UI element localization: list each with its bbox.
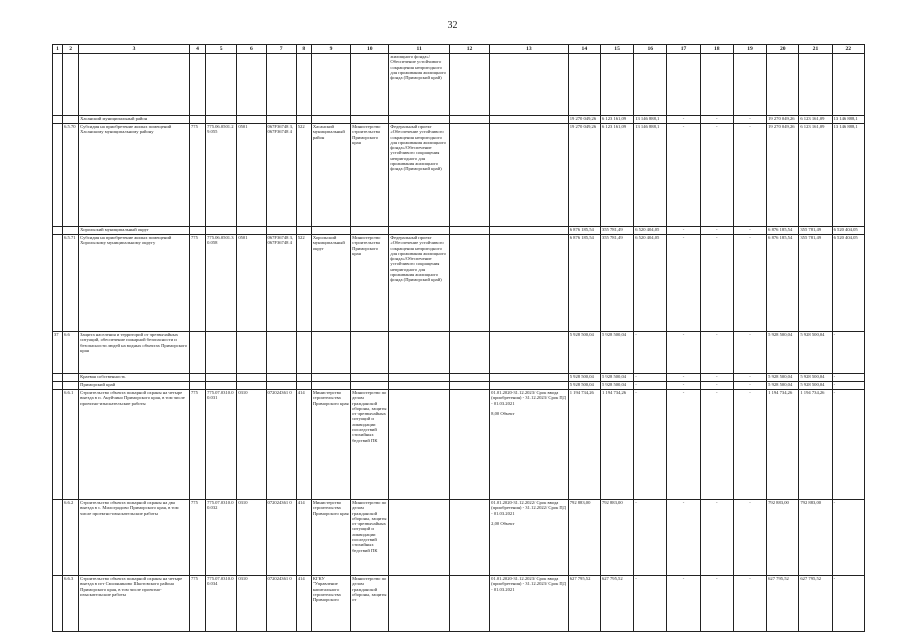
col-12-cell xyxy=(449,227,489,235)
sum-col-22-cell: 6 520 404,05 xyxy=(832,227,864,235)
row-index-cell xyxy=(53,235,63,332)
item-name-cell xyxy=(79,54,190,116)
header-cell: 3 xyxy=(79,45,190,54)
sum-col-15-cell xyxy=(600,54,633,116)
deadlines-cell xyxy=(490,124,569,227)
item-name-cell: Субсидия на приобретение жилых помещений Хорольскому муниципальному округу xyxy=(79,235,190,332)
sum-col-16-cell: 13 146 888,1 xyxy=(634,124,667,227)
responsible-body-cell: Министерство по делам гражданской обороны, защиты от чрезвычайных ситуаций и ликвидации последствий стихийных бедствий ПК xyxy=(351,500,389,576)
sum-col-21-cell: 5 928 500,04 xyxy=(799,332,832,374)
header-cell: 1 xyxy=(53,45,63,54)
total-sum-cell: 627 795,52 xyxy=(568,576,600,632)
sum-col-21-cell xyxy=(799,54,832,116)
target-article-cell: 067F36748 3, 067F36748 4 xyxy=(266,235,296,332)
row-index-cell xyxy=(53,116,63,124)
header-cell: 12 xyxy=(449,45,489,54)
responsible-body-cell xyxy=(351,374,389,382)
item-name-cell: Защита населения и территорий от чрезвычайных ситуаций, обеспечение пожарной безопасности и безопасности людей на водных объектах Приморского края xyxy=(79,332,190,374)
sum-col-20-cell: 627 795,52 xyxy=(767,576,799,632)
sum-col-16-cell: - xyxy=(634,382,667,390)
section-code-cell: 0310 xyxy=(237,500,266,576)
table-row xyxy=(53,390,865,500)
item-name-cell: Строительство объекта пожарной охраны на четыре выезда в пгт Смоляниново Шкотовского района Приморского края, в том числе проектно-изыскательские работы xyxy=(79,576,190,632)
sum-col-16-cell xyxy=(634,54,667,116)
program-name-cell xyxy=(389,500,449,576)
sum-col-15-cell: 355 781,49 xyxy=(600,235,633,332)
item-number-cell: 6.6.3 xyxy=(63,576,79,632)
deadlines-cell: 01.01.2020-31.12.2023/ Срок ввода (приобретения) - 31.12.2023/ Срок ПД - 01.03.2021 8,00 Объект xyxy=(490,390,569,500)
target-article-cell: 072024361 0 xyxy=(266,576,296,632)
target-article-cell xyxy=(266,374,296,382)
sum-col-19-cell: - xyxy=(733,390,766,500)
item-number-cell: 6.5.70 xyxy=(63,124,79,227)
sum-col-17-cell: - xyxy=(667,227,700,235)
sum-col-20-cell: 792 883,00 xyxy=(767,500,799,576)
target-article-cell: 072024361 0 xyxy=(266,390,296,500)
item-number-cell: 6.6.2 xyxy=(63,500,79,576)
budget-table xyxy=(52,44,865,632)
expense-type-cell xyxy=(296,374,311,382)
grbs-code-cell: 775 xyxy=(189,124,205,227)
expense-type-cell xyxy=(296,116,311,124)
responsible-body-cell: Министерство по делам гражданской обороны, защиты от чрезвычайных ситуаций и ликвидации последствий стихийных бедствий ПК xyxy=(351,390,389,500)
col-12-cell xyxy=(449,382,489,390)
table-row xyxy=(53,235,865,332)
sum-col-18-cell: - xyxy=(700,124,733,227)
row-index-cell xyxy=(53,382,63,390)
grbs-code-cell xyxy=(189,382,205,390)
table-row-total xyxy=(53,227,865,235)
sum-col-20-cell: 19 270 049,26 xyxy=(767,124,799,227)
table-row xyxy=(53,500,865,576)
item-number-cell xyxy=(63,116,79,124)
sum-col-22-cell: 6 520 404,05 xyxy=(832,235,864,332)
total-sum-cell xyxy=(568,54,600,116)
grbs-code-cell xyxy=(189,116,205,124)
section-code-cell xyxy=(237,332,266,374)
sum-col-15-cell: 5 928 500,04 xyxy=(600,332,633,374)
sum-col-17-cell: - xyxy=(667,124,700,227)
header-cell: 11 xyxy=(389,45,449,54)
item-name-cell: Субсидия на приобретение жилых помещений Хасанскому муниципальному району xyxy=(79,124,190,227)
recipient-cell xyxy=(311,116,350,124)
grbs-code-cell: 775 xyxy=(189,576,205,632)
object-code-cell: 775.06.0501.30.058 xyxy=(206,235,237,332)
col-12-cell xyxy=(449,374,489,382)
sum-col-22-cell: 13 146 888,1 xyxy=(832,124,864,227)
col-12-cell xyxy=(449,500,489,576)
sum-col-17-cell: - xyxy=(667,116,700,124)
sum-col-22-cell: - xyxy=(832,390,864,500)
section-code-cell: 0501 xyxy=(237,235,266,332)
sum-col-21-cell: 1 194 734,26 xyxy=(799,390,832,500)
expense-type-cell: 414 xyxy=(296,500,311,576)
item-number-cell xyxy=(63,374,79,382)
sum-col-17-cell: - xyxy=(667,576,700,632)
sum-col-15-cell: 5 928 500,04 xyxy=(600,382,633,390)
grbs-code-cell: 775 xyxy=(189,390,205,500)
sum-col-22-cell: - xyxy=(832,382,864,390)
deadlines-cell xyxy=(490,332,569,374)
sum-col-18-cell xyxy=(700,54,733,116)
sum-col-16-cell: - xyxy=(634,390,667,500)
sum-col-20-cell: 1 194 734,26 xyxy=(767,390,799,500)
header-cell: 14 xyxy=(568,45,600,54)
recipient-cell xyxy=(311,227,350,235)
col-12-cell xyxy=(449,576,489,632)
program-name-cell xyxy=(389,576,449,632)
item-name-cell: Строительство объекта пожарной охраны на два выезда в с. Милоградово Приморского края, в том числе проектно-изыскательские работы xyxy=(79,500,190,576)
total-sum-cell: 6 876 185,54 xyxy=(568,235,600,332)
deadlines-cell xyxy=(490,116,569,124)
section-code-cell xyxy=(237,374,266,382)
header-row xyxy=(53,45,865,54)
grbs-code-cell: 775 xyxy=(189,235,205,332)
header-cell: 7 xyxy=(266,45,296,54)
header-cell: 16 xyxy=(634,45,667,54)
row-index-cell xyxy=(53,390,63,500)
sum-col-15-cell: 1 194 734,26 xyxy=(600,390,633,500)
responsible-body-cell xyxy=(351,54,389,116)
object-code-cell xyxy=(206,54,237,116)
item-name-cell: Приморский край xyxy=(79,382,190,390)
header-cell: 2 xyxy=(63,45,79,54)
target-article-cell xyxy=(266,116,296,124)
header-cell: 18 xyxy=(700,45,733,54)
program-name-cell: Федеральный проект «Обеспечение устойчивого сокращения непригодного для проживания жилищного фонда»/Обеспечение устойчивого сокращения непригодного для проживания жилищного фонда (Приморский край) xyxy=(389,235,449,332)
item-name-cell: Хорольский муниципальный округ xyxy=(79,227,190,235)
sum-col-20-cell: 19 270 049,26 xyxy=(767,116,799,124)
sum-col-15-cell: 627 795,52 xyxy=(600,576,633,632)
grbs-code-cell xyxy=(189,54,205,116)
target-article-cell xyxy=(266,382,296,390)
table-row xyxy=(53,124,865,227)
expense-type-cell xyxy=(296,227,311,235)
header-cell: 13 xyxy=(490,45,569,54)
sum-col-18-cell: - xyxy=(700,500,733,576)
sum-col-22-cell: 13 146 888,1 xyxy=(832,116,864,124)
deadlines-cell xyxy=(490,235,569,332)
sum-col-17-cell: - xyxy=(667,390,700,500)
deadlines-cell xyxy=(490,54,569,116)
sum-col-21-cell: 627 795,52 xyxy=(799,576,832,632)
header-cell: 9 xyxy=(311,45,350,54)
sum-col-20-cell: 5 928 500,04 xyxy=(767,332,799,374)
total-sum-cell: 5 928 500,04 xyxy=(568,332,600,374)
table-row xyxy=(53,332,865,374)
sum-col-19-cell: - xyxy=(733,374,766,382)
total-sum-cell: 1 194 734,26 xyxy=(568,390,600,500)
recipient-cell xyxy=(311,54,350,116)
col-12-cell xyxy=(449,116,489,124)
sum-col-16-cell: 13 146 888,1 xyxy=(634,116,667,124)
col-12-cell xyxy=(449,390,489,500)
row-index-cell xyxy=(53,124,63,227)
item-number-cell xyxy=(63,382,79,390)
expense-type-cell: 414 xyxy=(296,576,311,632)
sum-col-22-cell: - xyxy=(832,500,864,576)
col-12-cell xyxy=(449,235,489,332)
item-number-cell: 6.6.1 xyxy=(63,390,79,500)
sum-col-19-cell: - xyxy=(733,332,766,374)
program-name-cell xyxy=(389,116,449,124)
sum-col-20-cell: 5 928 500,04 xyxy=(767,382,799,390)
object-code-cell xyxy=(206,116,237,124)
sum-col-18-cell: - xyxy=(700,227,733,235)
sum-col-15-cell: 6 123 161,09 xyxy=(600,124,633,227)
sum-col-15-cell: 355 781,49 xyxy=(600,227,633,235)
item-name-cell: Строительство объекта пожарной охраны на четыре выезда в п. Ануйчино Приморского края, в том числе проектно-изыскательские работы xyxy=(79,390,190,500)
sum-col-16-cell: - xyxy=(634,332,667,374)
table-row-total xyxy=(53,382,865,390)
sum-col-17-cell: - xyxy=(667,374,700,382)
sum-col-15-cell: 5 928 500,04 xyxy=(600,374,633,382)
header-cell: 17 xyxy=(667,45,700,54)
section-code-cell: 0310 xyxy=(237,576,266,632)
sum-col-18-cell: - xyxy=(700,390,733,500)
sum-col-19-cell: - xyxy=(733,227,766,235)
recipient-cell: Хорольский муниципальный округ xyxy=(311,235,350,332)
sum-col-18-cell: - xyxy=(700,332,733,374)
sum-col-18-cell: - xyxy=(700,382,733,390)
grbs-code-cell xyxy=(189,374,205,382)
header-cell: 20 xyxy=(767,45,799,54)
total-sum-cell: 5 928 500,04 xyxy=(568,382,600,390)
total-sum-cell: 6 876 185,54 xyxy=(568,227,600,235)
sum-col-19-cell: - xyxy=(733,576,766,632)
sum-col-20-cell: 6 876 185,54 xyxy=(767,235,799,332)
row-index-cell xyxy=(53,374,63,382)
sum-col-19-cell: - xyxy=(733,500,766,576)
object-code-cell xyxy=(206,382,237,390)
deadlines-cell xyxy=(490,382,569,390)
sum-col-16-cell: 6 520 404,05 xyxy=(634,235,667,332)
sum-col-22-cell xyxy=(832,54,864,116)
sum-col-18-cell: - xyxy=(700,374,733,382)
program-name-cell: жилищного фонда»/Обеспечение устойчивого сокращения непригодного для проживания жилищного фонда (Приморский край) xyxy=(389,54,449,116)
target-article-cell: 067F36748 3, 067F36748 4 xyxy=(266,124,296,227)
header-cell: 10 xyxy=(351,45,389,54)
sum-col-21-cell: 5 928 500,04 xyxy=(799,382,832,390)
sum-col-16-cell: - xyxy=(634,576,667,632)
expense-type-cell xyxy=(296,332,311,374)
expense-type-cell xyxy=(296,382,311,390)
header-cell: 19 xyxy=(733,45,766,54)
item-number-cell xyxy=(63,227,79,235)
page-number: 32 xyxy=(447,20,458,31)
total-sum-cell: 5 928 500,04 xyxy=(568,374,600,382)
sum-col-21-cell: 5 928 500,04 xyxy=(799,374,832,382)
table-row xyxy=(53,576,865,632)
sum-col-20-cell: 5 928 500,04 xyxy=(767,374,799,382)
col-12-cell xyxy=(449,332,489,374)
deadlines-cell: 01.01.2020-31.12.2022/ Срок ввода (приобретения) - 31.12.2022/ Срок ПД - 01.03.2021 2,00 Объект xyxy=(490,500,569,576)
responsible-body-cell: Министерство строительства Приморского края xyxy=(351,235,389,332)
expense-type-cell xyxy=(296,54,311,116)
program-name-cell: Федеральный проект «Обеспечение устойчивого сокращения непригодного для проживания жилищного фонда»/Обеспечение устойчивого сокращения непригодного для проживания жилищного фонда (Приморский край) xyxy=(389,124,449,227)
deadlines-cell xyxy=(490,374,569,382)
sum-col-19-cell: - xyxy=(733,116,766,124)
sum-col-22-cell: - xyxy=(832,576,864,632)
sum-col-21-cell: 6 123 161,09 xyxy=(799,116,832,124)
table-row xyxy=(53,54,865,116)
header-cell: 21 xyxy=(799,45,832,54)
total-sum-cell: 792 883,00 xyxy=(568,500,600,576)
expense-type-cell: 522 xyxy=(296,235,311,332)
recipient-cell xyxy=(311,382,350,390)
sum-col-17-cell: - xyxy=(667,235,700,332)
object-code-cell: 775.07.0310.00.032 xyxy=(206,500,237,576)
responsible-body-cell xyxy=(351,227,389,235)
item-number-cell xyxy=(63,54,79,116)
table-row-total xyxy=(53,374,865,382)
program-name-cell xyxy=(389,374,449,382)
target-article-cell xyxy=(266,332,296,374)
sum-col-20-cell xyxy=(767,54,799,116)
sum-col-18-cell: - xyxy=(700,116,733,124)
total-sum-cell: 19 270 049,26 xyxy=(568,124,600,227)
section-code-cell: 0501 xyxy=(237,124,266,227)
row-index-cell xyxy=(53,500,63,576)
sum-col-19-cell: - xyxy=(733,235,766,332)
table-row-total xyxy=(53,116,865,124)
sum-col-18-cell: - xyxy=(700,576,733,632)
section-code-cell xyxy=(237,54,266,116)
header-cell: 6 xyxy=(237,45,266,54)
responsible-body-cell: Министерство строительства Приморского края xyxy=(351,124,389,227)
recipient-cell xyxy=(311,374,350,382)
object-code-cell: 775.06.0501.29.055 xyxy=(206,124,237,227)
deadlines-cell: 01.01.2020-31.12.2023/ Срок ввода (приобретения) - 31.12.2023/ Срок ПД - 01.03.2021 xyxy=(490,576,569,632)
sum-col-21-cell: 355 781,49 xyxy=(799,227,832,235)
header-cell: 22 xyxy=(832,45,864,54)
program-name-cell xyxy=(389,227,449,235)
sum-col-22-cell: - xyxy=(832,374,864,382)
section-code-cell xyxy=(237,116,266,124)
responsible-body-cell xyxy=(351,116,389,124)
sum-col-17-cell: - xyxy=(667,382,700,390)
item-number-cell: 6.5.71 xyxy=(63,235,79,332)
target-article-cell xyxy=(266,54,296,116)
recipient-cell: КГКУ "Управление капитального строительства Приморского xyxy=(311,576,350,632)
recipient-cell: Министерство строительства Приморского края xyxy=(311,500,350,576)
recipient-cell: Министерство строительства Приморского края xyxy=(311,390,350,500)
sum-col-16-cell: - xyxy=(634,374,667,382)
sum-col-16-cell: - xyxy=(634,500,667,576)
section-code-cell xyxy=(237,227,266,235)
responsible-body-cell xyxy=(351,382,389,390)
program-name-cell xyxy=(389,332,449,374)
sum-col-16-cell: 6 520 404,05 xyxy=(634,227,667,235)
program-name-cell xyxy=(389,382,449,390)
sum-col-19-cell: - xyxy=(733,382,766,390)
sum-col-17-cell: - xyxy=(667,500,700,576)
responsible-body-cell xyxy=(351,332,389,374)
recipient-cell: Хасанский муниципальный район xyxy=(311,124,350,227)
object-code-cell xyxy=(206,374,237,382)
sum-col-19-cell: - xyxy=(733,124,766,227)
expense-type-cell: 414 xyxy=(296,390,311,500)
col-12-cell xyxy=(449,124,489,227)
grbs-code-cell xyxy=(189,332,205,374)
sum-col-17-cell: - xyxy=(667,332,700,374)
item-number-cell: 6.6 xyxy=(63,332,79,374)
expense-type-cell: 522 xyxy=(296,124,311,227)
sum-col-18-cell: - xyxy=(700,235,733,332)
target-article-cell xyxy=(266,227,296,235)
row-index-cell xyxy=(53,54,63,116)
recipient-cell xyxy=(311,332,350,374)
object-code-cell: 775.07.0310.00.034 xyxy=(206,576,237,632)
section-code-cell: 0310 xyxy=(237,390,266,500)
header-cell: 4 xyxy=(189,45,205,54)
row-index-cell: 37 xyxy=(53,332,63,374)
object-code-cell xyxy=(206,332,237,374)
section-code-cell xyxy=(237,382,266,390)
grbs-code-cell: 775 xyxy=(189,500,205,576)
sum-col-21-cell: 6 123 161,09 xyxy=(799,124,832,227)
row-index-cell xyxy=(53,227,63,235)
grbs-code-cell xyxy=(189,227,205,235)
sum-col-22-cell: - xyxy=(832,332,864,374)
header-cell: 8 xyxy=(296,45,311,54)
item-name-cell: Краевая собственность xyxy=(79,374,190,382)
responsible-body-cell: Министерство по делам гражданской обороны, защиты от xyxy=(351,576,389,632)
row-index-cell xyxy=(53,576,63,632)
item-name-cell: Хасанский муниципальный район xyxy=(79,116,190,124)
sum-col-15-cell: 792 883,00 xyxy=(600,500,633,576)
col-12-cell xyxy=(449,54,489,116)
program-name-cell xyxy=(389,390,449,500)
header-cell: 5 xyxy=(206,45,237,54)
sum-col-21-cell: 792 883,00 xyxy=(799,500,832,576)
sum-col-20-cell: 6 876 185,54 xyxy=(767,227,799,235)
sum-col-17-cell xyxy=(667,54,700,116)
sum-col-15-cell: 6 123 161,09 xyxy=(600,116,633,124)
object-code-cell: 775.07.0310.00.031 xyxy=(206,390,237,500)
total-sum-cell: 19 270 049,26 xyxy=(568,116,600,124)
deadlines-cell xyxy=(490,227,569,235)
sum-col-19-cell xyxy=(733,54,766,116)
header-cell: 15 xyxy=(600,45,633,54)
object-code-cell xyxy=(206,227,237,235)
sum-col-21-cell: 355 781,49 xyxy=(799,235,832,332)
target-article-cell: 072024361 0 xyxy=(266,500,296,576)
